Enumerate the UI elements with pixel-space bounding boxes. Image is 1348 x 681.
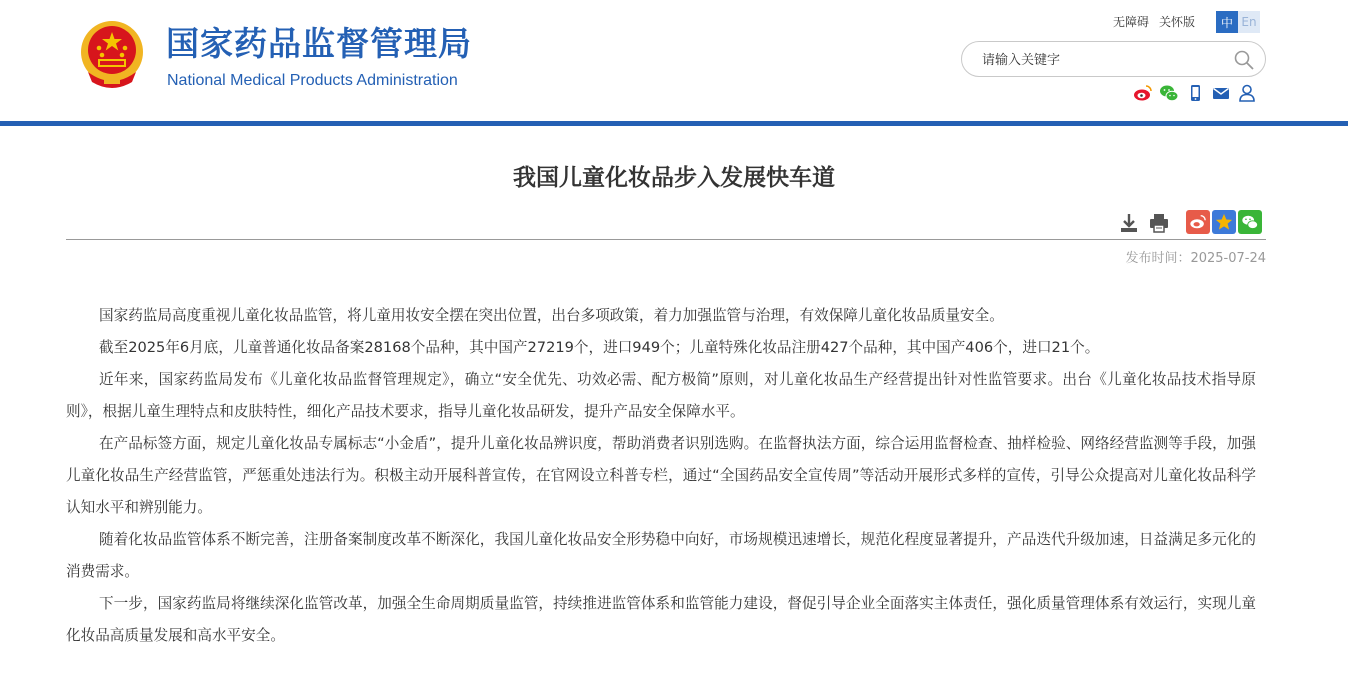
article-paragraph: 下一步，国家药监局将继续深化监管改革，加强全生命周期质量监管，持续推进监管体系和监管能力建设，督促引导企业全面落实主体责任，强化质量管理体系有效运行，实现儿童化妆品高质量发展和高水平安全。 <box>66 595 1256 644</box>
site-title[interactable]: 国家药品监督管理局 <box>166 24 472 63</box>
title-divider <box>66 239 1266 240</box>
article-body <box>66 300 1256 652</box>
care-mode-link[interactable]: 关怀版 <box>1159 15 1196 29</box>
article-tools <box>1118 212 1170 234</box>
weibo-share-icon[interactable] <box>1186 210 1210 234</box>
search-icon[interactable] <box>1233 49 1255 71</box>
article-paragraph: 近年来，国家药监局发布《儿童化妆品监督管理规定》，确立“安全优先、功效必需、配方极简”原则，对儿童化妆品生产经营提出针对性监管要求。出台《儿童化妆品技术指导原则》，根据儿童生理特点和皮肤特性，细化产品技术要求，指导儿童化妆品研发，提升产品安全保障水平。 <box>66 371 1256 420</box>
share-tools <box>1186 210 1262 234</box>
site-subtitle[interactable]: National Medical Products Administration <box>167 72 458 89</box>
accessibility-link[interactable]: 无障碍 <box>1113 15 1150 29</box>
search-box <box>961 41 1266 77</box>
mail-icon[interactable] <box>1211 83 1231 103</box>
header-divider-bar <box>0 121 1348 126</box>
top-links <box>1113 13 1205 31</box>
mobile-icon[interactable] <box>1185 83 1205 103</box>
social-links <box>1133 83 1257 103</box>
lang-en-button[interactable]: En <box>1238 11 1260 33</box>
language-switch <box>1216 11 1261 33</box>
article-paragraph: 在产品标签方面，规定儿童化妆品专属标志“小金盾”，提升儿童化妆品辨识度，帮助消费者识别选购。在监督执法方面，综合运用监督检查、抽样检验、网络经营监测等手段，加强儿童化妆品生产经营监管，严惩重处违法行为。积极主动开展科普宣传，在官网设立科普专栏，通过“全国药品安全宣传周”等活动开展形式多样的宣传，引导公众提高对儿童化妆品科学认知水平和辨别能力。 <box>66 435 1256 516</box>
publish-date: 发布时间：2025-07-24 <box>1125 251 1266 266</box>
article-title: 我国儿童化妆品步入发展快车道 <box>513 165 835 191</box>
wechat-share-icon[interactable] <box>1238 210 1262 234</box>
lang-zh-button[interactable]: 中 <box>1216 11 1238 33</box>
article-paragraph: 截至2025年6月底，儿童普通化妆品备案28168个品种，其中国产27219个，进口949个；儿童特殊化妆品注册427个品种，其中国产406个，进口21个。 <box>99 339 1100 356</box>
article-paragraph: 随着化妆品监管体系不断完善，注册备案制度改革不断深化，我国儿童化妆品安全形势稳中向好，市场规模迅速增长，规范化程度显著提升，产品迭代升级加速，日益满足多元化的消费需求。 <box>66 531 1256 580</box>
print-icon[interactable] <box>1148 212 1170 234</box>
site-header <box>0 0 1348 122</box>
wechat-icon[interactable] <box>1159 83 1179 103</box>
national-emblem-icon[interactable] <box>78 18 146 90</box>
search-input[interactable] <box>982 50 1222 70</box>
article-paragraph: 国家药监局高度重视儿童化妆品监管，将儿童用妆安全摆在突出位置，出台多项政策，着力加强监管与治理，有效保障儿童化妆品质量安全。 <box>99 307 1004 324</box>
qzone-share-icon[interactable] <box>1212 210 1236 234</box>
user-icon[interactable] <box>1237 83 1257 103</box>
weibo-icon[interactable] <box>1133 83 1153 103</box>
download-icon[interactable] <box>1118 212 1140 234</box>
